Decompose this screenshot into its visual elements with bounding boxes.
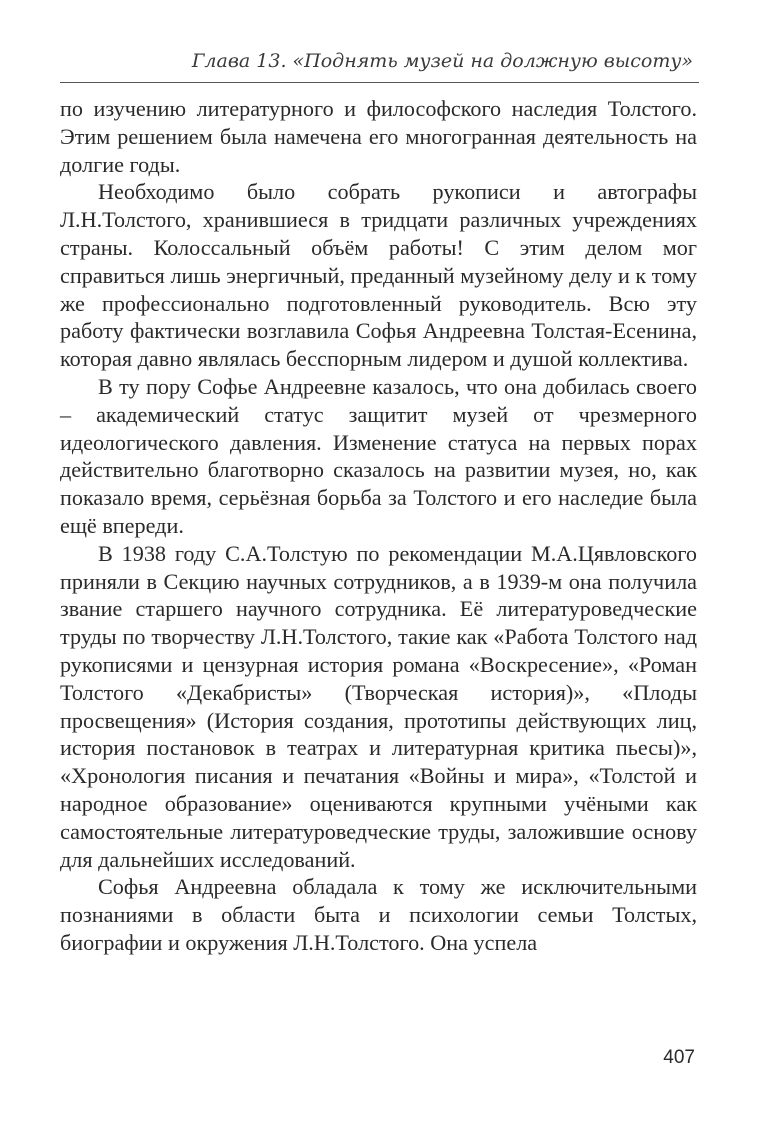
paragraph-3: В ту пору Софье Андреевне казалось, что она добилась своего – академический статус защитит музей от чрезмерного идеологического давления. Изменение статуса на первых порах действительно благотворно сказалось на развитии музея, но, как показало время, серьёзная борьба за Толстого и его наследие была ещё впереди. — [60, 373, 697, 538]
paragraph-4: В 1938 году С.А.Толстую по рекомендации М.А.Цявловского приняли в Секцию научных сотрудников, а в 1939-м она получила звание старшего научного сотрудника. Её литературоведческие труды по творчеству Л.Н.Толстого, такие как «Работа Толстого над рукописями и цензурная история романа «Воскресение», «Роман Толстого «Декабристы» (Творческая история)», «Плоды просвещения» (История создания, прототипы действующих лиц, история постановок в театрах и литературная критика пьесы)», «Хронология писания и печатания «Войны и мира», «Толстой и народное образование» оцениваются крупными учёными как самостоятельные литературоведческие труды, заложившие основу для дальнейших исследований. — [60, 540, 697, 872]
body-text — [60, 95, 697, 957]
header-rule — [60, 82, 699, 83]
running-head: Глава 13. «Поднять музей на должную высоту» — [191, 50, 693, 72]
paragraph-1: по изучению литературного и философского наследия Толстого. Этим решением была намечена его многогранная деятельность на долгие годы. — [60, 96, 697, 177]
page-number: 407 — [663, 1047, 695, 1068]
paragraph-5: Софья Андреевна обладала к тому же исключительными познаниями в области быта и психологии семьи Толстых, биографии и окружения Л.Н.Толстого. Она успела — [60, 874, 697, 955]
paragraph-2: Необходимо было собрать рукописи и автографы Л.Н.Толстого, хранившиеся в тридцати различных учреждениях страны. Колоссальный объём работы! С этим делом мог справиться лишь энергичный, преданный музейному делу и к тому же профессионально подготовленный руководитель. Всю эту работу фактически возглавила Софья Андреевна Толстая-Есенина, которая давно являлась бесспорным лидером и душой коллектива. — [60, 179, 697, 372]
